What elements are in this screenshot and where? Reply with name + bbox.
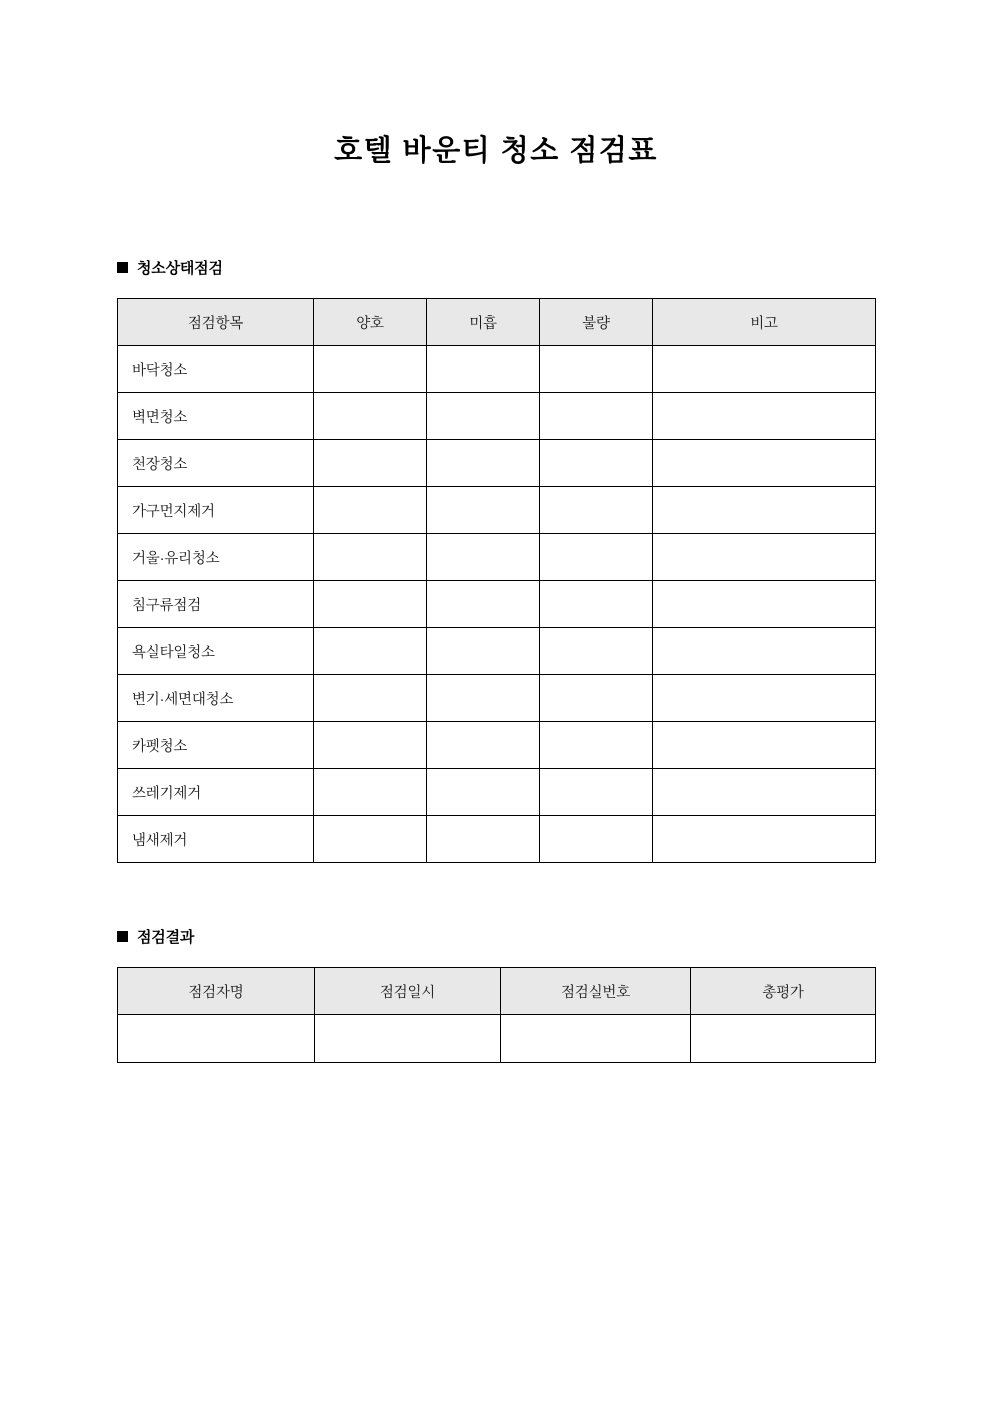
- cell-item-name: 벽면청소: [118, 393, 314, 440]
- table-row: [118, 769, 876, 816]
- table-row: [118, 534, 876, 581]
- cell-good[interactable]: [314, 816, 427, 863]
- cell-inspector-name[interactable]: [118, 1015, 315, 1063]
- cell-item-name: 욕실타일청소: [118, 628, 314, 675]
- cell-fair[interactable]: [427, 722, 540, 769]
- cell-fair[interactable]: [427, 487, 540, 534]
- cell-note[interactable]: [653, 440, 876, 487]
- table-row: [118, 722, 876, 769]
- cell-poor[interactable]: [540, 722, 653, 769]
- cell-note[interactable]: [653, 628, 876, 675]
- cell-item-name: 천장청소: [118, 440, 314, 487]
- cell-poor[interactable]: [540, 487, 653, 534]
- cell-note[interactable]: [653, 581, 876, 628]
- cell-item-name: 가구먼지제거: [118, 487, 314, 534]
- cell-good[interactable]: [314, 675, 427, 722]
- cell-good[interactable]: [314, 628, 427, 675]
- cell-good[interactable]: [314, 722, 427, 769]
- cell-good[interactable]: [314, 769, 427, 816]
- table-row: [118, 346, 876, 393]
- cell-room-number[interactable]: [501, 1015, 691, 1063]
- table-row: [118, 581, 876, 628]
- column-header-fair: 미흡: [427, 299, 540, 346]
- table-header-row: [118, 299, 876, 346]
- cell-poor[interactable]: [540, 581, 653, 628]
- column-header-note: 비고: [653, 299, 876, 346]
- cell-fair[interactable]: [427, 346, 540, 393]
- section-heading-cleanliness-label: 청소상태점검: [137, 260, 223, 278]
- column-header-good: 양호: [314, 299, 427, 346]
- table-row: [118, 675, 876, 722]
- section-heading-result-label: 점검결과: [137, 929, 195, 947]
- cell-note[interactable]: [653, 675, 876, 722]
- cell-fair[interactable]: [427, 581, 540, 628]
- cell-fair[interactable]: [427, 769, 540, 816]
- cell-item-name: 침구류점검: [118, 581, 314, 628]
- cell-note[interactable]: [653, 487, 876, 534]
- table-row: [118, 816, 876, 863]
- cell-note[interactable]: [653, 534, 876, 581]
- cell-note[interactable]: [653, 769, 876, 816]
- table-row: [118, 393, 876, 440]
- column-header-inspector-name: 점검자명: [118, 968, 315, 1015]
- cell-poor[interactable]: [540, 769, 653, 816]
- cell-fair[interactable]: [427, 816, 540, 863]
- inspection-result-table: [117, 967, 876, 1063]
- cell-fair[interactable]: [427, 628, 540, 675]
- table-row: [118, 628, 876, 675]
- cell-fair[interactable]: [427, 393, 540, 440]
- cell-poor[interactable]: [540, 675, 653, 722]
- cell-item-name: 거울·유리청소: [118, 534, 314, 581]
- table-row: [118, 1015, 876, 1063]
- section-heading-result: [117, 926, 875, 947]
- cell-fair[interactable]: [427, 675, 540, 722]
- cell-good[interactable]: [314, 581, 427, 628]
- cell-poor[interactable]: [540, 628, 653, 675]
- column-header-overall-rating: 총평가: [691, 968, 876, 1015]
- cell-good[interactable]: [314, 487, 427, 534]
- cleanliness-inspection-table: [117, 298, 876, 863]
- table-header-row: [118, 968, 876, 1015]
- cell-note[interactable]: [653, 393, 876, 440]
- column-header-item: 점검항목: [118, 299, 314, 346]
- cell-poor[interactable]: [540, 393, 653, 440]
- section-heading-cleanliness: [117, 257, 875, 278]
- cell-good[interactable]: [314, 534, 427, 581]
- column-header-inspection-datetime: 점검일시: [315, 968, 501, 1015]
- cell-item-name: 냄새제거: [118, 816, 314, 863]
- cell-item-name: 변기·세면대청소: [118, 675, 314, 722]
- table-row: [118, 440, 876, 487]
- cell-poor[interactable]: [540, 534, 653, 581]
- column-header-room-number: 점검실번호: [501, 968, 691, 1015]
- cell-item-name: 바닥청소: [118, 346, 314, 393]
- cell-note[interactable]: [653, 722, 876, 769]
- black-square-bullet-icon: [117, 262, 128, 273]
- black-square-bullet-icon: [117, 931, 128, 942]
- cell-note[interactable]: [653, 816, 876, 863]
- page-title: 호텔 바운티 청소 점검표: [334, 135, 658, 167]
- table-row: [118, 487, 876, 534]
- cell-good[interactable]: [314, 440, 427, 487]
- cell-fair[interactable]: [427, 440, 540, 487]
- cell-poor[interactable]: [540, 816, 653, 863]
- cell-item-name: 쓰레기제거: [118, 769, 314, 816]
- cell-good[interactable]: [314, 393, 427, 440]
- cell-item-name: 카펫청소: [118, 722, 314, 769]
- cell-good[interactable]: [314, 346, 427, 393]
- column-header-poor: 불량: [540, 299, 653, 346]
- cell-overall-rating[interactable]: [691, 1015, 876, 1063]
- cell-poor[interactable]: [540, 346, 653, 393]
- cell-note[interactable]: [653, 346, 876, 393]
- cell-inspection-datetime[interactable]: [315, 1015, 501, 1063]
- cell-fair[interactable]: [427, 534, 540, 581]
- cell-poor[interactable]: [540, 440, 653, 487]
